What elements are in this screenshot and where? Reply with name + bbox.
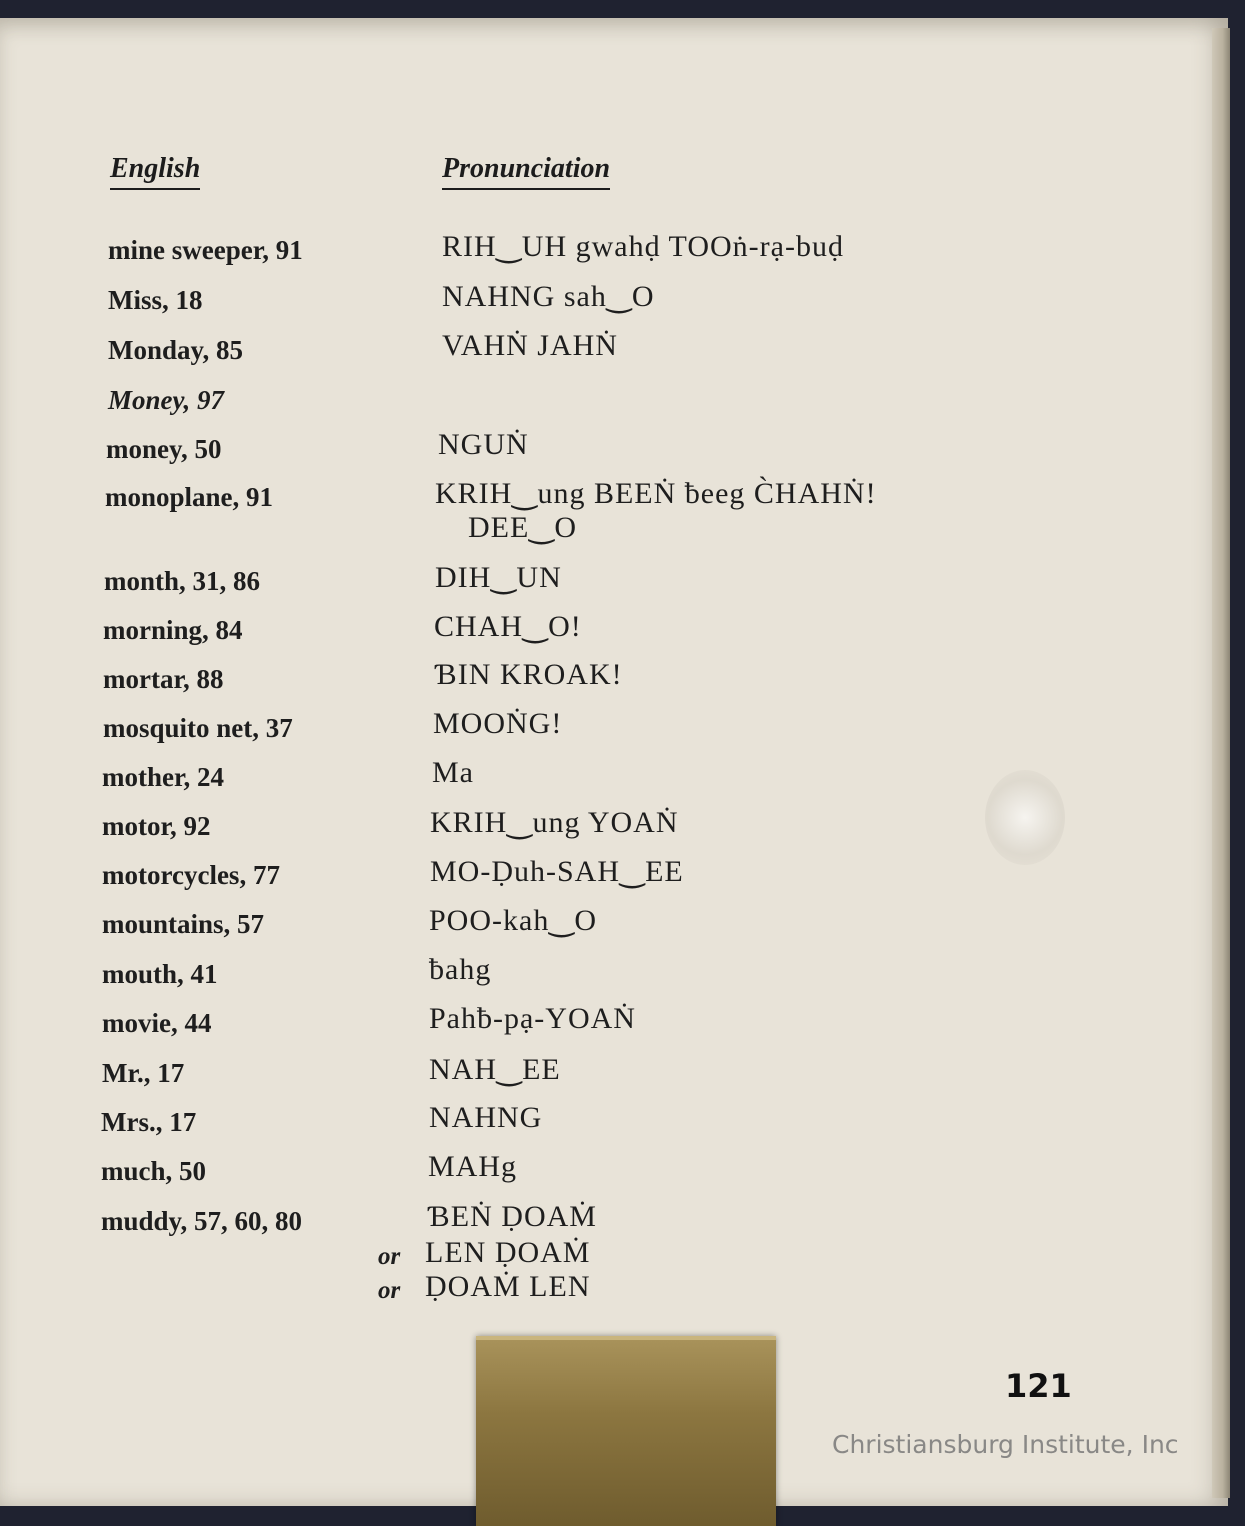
entry-pronunciation: NAHNG [429,1101,543,1134]
header-english: English [110,153,200,190]
entry-english: Money, 97 [108,385,224,415]
entry-english: mine sweeper, 91 [108,235,303,265]
alt-or-2: or [378,1277,401,1304]
entry-english: mountains, 57 [102,909,265,939]
entry-pronunciation: VAHṄ JAHṄ [442,329,618,362]
entry-pronunciation: ƁIN KROAK! [434,658,623,691]
entry-pronunciation: ƁEṄ ḌOAṀ [427,1200,597,1233]
entry-english: motorcycles, 77 [102,860,280,890]
entry-english: muddy, 57, 60, 80 [101,1206,303,1236]
entry-english: money, 50 [106,434,222,464]
entry-english: Mr., 17 [102,1058,185,1088]
alt-or-1: or [378,1243,401,1270]
entry-pronunciation: ƀahg [429,953,492,986]
entry-pronunciation: DIH‿UN [435,561,562,594]
entry-pronunciation: Pahƀ-pạ-YOAṄ [429,1002,636,1035]
entry-english: much, 50 [101,1156,207,1186]
page-clip [476,1336,776,1526]
entry-pronunciation: NGUṄ [438,428,529,461]
entry-pronunciation: MO-Ḍuh-SAH‿EE [430,855,684,888]
entry-english: mosquito net, 37 [103,713,293,743]
entry-pronunciation: Ma [432,756,474,789]
entry-pronunciation: NAHNG sah‿O [442,280,655,313]
entry-pronunciation: POO-kah‿O [429,904,598,937]
entry-pronunciation: MAHg [428,1150,518,1183]
entry-english: mother, 24 [102,762,224,792]
entry-pronunciation: CHAH‿O! [434,610,582,643]
entry-english: Miss, 18 [108,285,203,315]
watermark: Christiansburg Institute, Inc [832,1430,1179,1459]
entry-english: morning, 84 [103,615,243,645]
entry-english: monoplane, 91 [105,482,274,512]
entry-pronunciation: RIH‿UH gwahḍ TOOṅ-rạ-buḍ [442,230,844,263]
alt-pronunciation-1: LEN ḌOAṀ [425,1236,591,1269]
entry-english: mouth, 41 [102,959,218,989]
entry-english: movie, 44 [102,1008,212,1038]
page-edge [1212,28,1230,1498]
entry-pronunciation: KRIH‿ung BEEṄ ƀeeg C̀HAHṄ! [435,477,877,510]
entry-english: Monday, 85 [108,335,244,365]
entry-english: Mrs., 17 [101,1107,197,1137]
header-pronunciation: Pronunciation [442,153,610,190]
entry-pronunciation-continued: DEE‿O [468,511,578,544]
entry-pronunciation: NAH‿EE [429,1053,561,1086]
paper-stain [985,770,1065,865]
page-number: 121 [1005,1367,1072,1405]
entry-english: month, 31, 86 [104,566,261,596]
entry-english: mortar, 88 [103,664,224,694]
alt-pronunciation-2: ḌOAṀ LEN [425,1270,591,1303]
entry-english: motor, 92 [102,811,211,841]
entry-pronunciation: KRIH‿ung YOAṄ [430,806,679,839]
entry-pronunciation: MOOṄG! [433,707,563,740]
